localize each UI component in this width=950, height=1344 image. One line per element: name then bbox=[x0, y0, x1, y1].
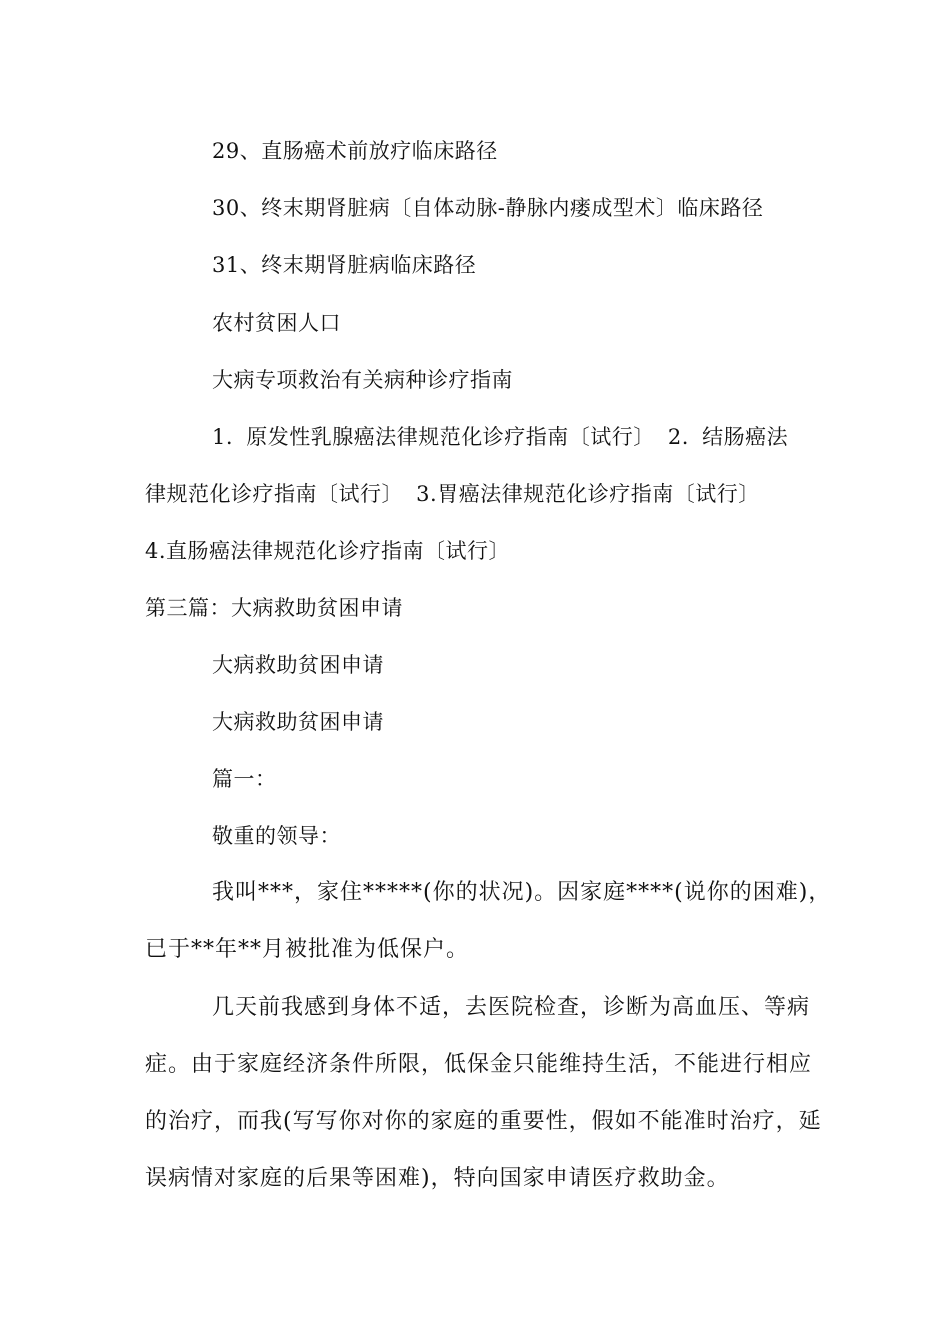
text-rural-poor: 农村贫困人口 bbox=[212, 311, 341, 335]
text-guide-list-3: 4.直肠癌法律规范化诊疗指南〔试行〕 bbox=[145, 539, 511, 563]
text-guide-heading: 大病专项救治有关病种诊疗指南 bbox=[212, 368, 513, 392]
text-line-31: 31、终末期肾脏病临床路径 bbox=[212, 253, 477, 277]
application-title-1: 大病救助贫困申请 bbox=[212, 653, 384, 677]
part-one-label: 篇一： bbox=[212, 767, 277, 791]
salutation: 敬重的领导： bbox=[212, 824, 341, 848]
paragraph-1-line-1: 我叫***，家住*****(你的状况)。因家庭****(说你的困难)， bbox=[212, 880, 832, 905]
application-title-2: 大病救助贫困申请 bbox=[212, 710, 384, 734]
text-guide-list-1: 1. 原发性乳腺癌法律规范化诊疗指南〔试行〕 2. 结肠癌法 bbox=[212, 425, 789, 449]
paragraph-2-line-1: 几天前我感到身体不适，去医院检查，诊断为高血压、等病 bbox=[212, 995, 811, 1020]
text-guide-list-2: 律规范化诊疗指南〔试行〕 3.胃癌法律规范化诊疗指南〔试行〕 bbox=[145, 482, 760, 506]
text-line-30: 30、终末期肾脏病〔自体动脉-静脉内瘘成型术〕临床路径 bbox=[212, 196, 764, 220]
paragraph-2-line-4: 误病情对家庭的后果等困难)，特向国家申请医疗救助金。 bbox=[145, 1166, 730, 1191]
section-heading: 第三篇：大病救助贫困申请 bbox=[145, 596, 403, 620]
paragraph-1-line-2: 已于**年**月被批准为低保户。 bbox=[145, 937, 470, 962]
paragraph-2-line-3: 的治疗，而我(写写你对你的家庭的重要性，假如不能准时治疗，延 bbox=[145, 1109, 822, 1134]
paragraph-2-line-2: 症。由于家庭经济条件所限，低保金只能维持生活，不能进行相应 bbox=[145, 1052, 813, 1077]
text-line-29: 29、直肠癌术前放疗临床路径 bbox=[212, 139, 498, 163]
